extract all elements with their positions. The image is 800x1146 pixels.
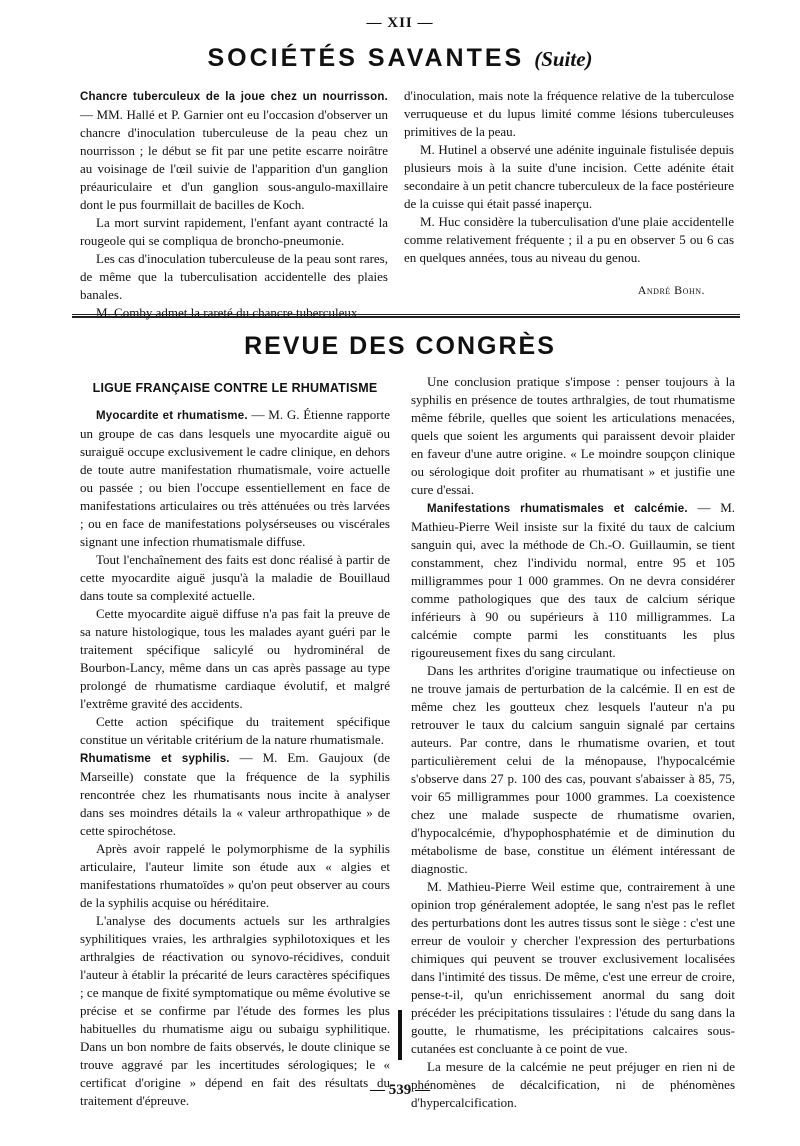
paragraph: Cette myocardite aiguë diffuse n'a pas fait la preuve de sa nature histologique, tous les malades ayant guéri par le traitement spécifique salicylé ou hydrominéral de Bourbon-Lancy, même dans un cas après passage au type prolongé de rhumatisme cardiaque évolutif, et malgré l'extrême gravité des accidents. xyxy=(80,606,390,711)
paragraph: Cette action spécifique du traitement spécifique constitue un véritable critérium de la nature rhumatismale. xyxy=(80,714,390,747)
section-title xyxy=(0,44,800,73)
paragraph: Après avoir rappelé le polymorphisme de la syphilis articulaire, l'auteur limite son étude aux « algies et manifestations rhumatoïdes » qu'on peut observer au cours de la syphilis acquise ou héréditaire. xyxy=(80,841,390,910)
margin-mark xyxy=(398,1010,402,1060)
paragraph: Tout l'enchaînement des faits est donc réalisé à partir de cette myocardite aiguë jusqu'à la maladie de Bouillaud dans toute sa complexité actuelle. xyxy=(80,552,390,603)
paragraph: Les cas d'inoculation tuberculeuse de la peau sont rares, de même que la tuberculisation accidentelle des plaies banales. xyxy=(80,251,388,302)
chancre-subtitle: Chancre tuberculeux de la joue chez un nourrisson. xyxy=(80,91,388,103)
roman-page-number: — XII — xyxy=(366,15,434,31)
paragraph: La mesure de la calcémie ne peut préjuger en rien ni de phénomènes de décalcification, ni de phénomènes d'hypercalcification. xyxy=(411,1059,735,1110)
section-divider xyxy=(72,316,740,318)
paragraph: d'inoculation, mais note la fréquence relative de la tuberculose verruqueuse et du lupus limité comme lésions tuberculeuses primitives de la peau. xyxy=(404,88,734,139)
section-title-text: SOCIÉTÉS SAVANTES xyxy=(207,44,525,72)
revue-left-column xyxy=(80,379,390,1110)
paragraph: La mort survint rapidement, l'enfant ayant contracté la rougeole qui se compliqua de broncho-pneumonie. xyxy=(80,215,388,248)
paragraph: M. Comby admet la rareté du chancre tuberculeux xyxy=(96,305,358,320)
paragraph: M. Mathieu-Pierre Weil estime que, contrairement à une opinion trop généralement adoptée, le sang n'est pas le reflet des perturbations dont les autres tissus sont le siège : c'est une erreur de vouloir y chercher l'expression des perturbations chimiques qui peuvent se trouver exclusivement localisées dans l'intimité des tissus. De même, c'est une erreur de croire, pense-t-il, qu'un enrichissement anormal du sang doit précéder les précipitations tissulaires : l'étude du sang dans la goutte, le rhumatisme, les précipitations calcaires sous-cutanées est concluante à ce point de vue. xyxy=(411,879,735,1056)
chancre-paragraph xyxy=(80,87,388,214)
syphilis-subtitle: Rhumatisme et syphilis. xyxy=(80,753,230,765)
revue-right-column xyxy=(411,373,735,1112)
societes-right-column xyxy=(404,87,734,267)
paragraph: Une conclusion pratique s'impose : penser toujours à la syphilis en présence de toutes arthralgies, de tout rhumatisme même fébrile, quelles que soient les articulations menacées, quels que soient les arguments qui paraissent devoir plaider en faveur d'une autre origine. « Le moindre soupçon clinique ou sérologique doit profiter au rhumatisant » et justifie une cure d'essai. xyxy=(411,374,735,497)
revue-title: REVUE DES CONGRÈS xyxy=(244,332,556,360)
paragraph: Dans les arthrites d'origine traumatique ou infectieuse on ne trouve jamais de perturbation de la calcémie. Il en est de même chez les goutteux chez lesquels l'auteur n'a pu retrouver le taux du calcium sanguin signalé par certains auteurs. Par contre, dans le rhumatisme ovarien, et tout particulièrement celui de la ménopause, l'hypocalcémie s'observe dans 27 p. 100 des cas, pouvant s'abaisser à 85, 75, voir 65 milligrammes pour 1000 grammes. La coexistence chez une malade suspecte de rhumatisme ovarien, d'hypocalcémie, d'hypophosphatémie et de diminution du métabolisme de base, constitue un élément intéressant de diagnostic. xyxy=(411,663,735,876)
section-title-suite: (Suite) xyxy=(534,47,593,71)
calcemie-subtitle: Manifestations rhumatismales et calcémie. xyxy=(427,503,688,515)
calcemie-text: — M. Mathieu-Pierre Weil insiste sur la fixité du taux de calcium sanguin qui, avec la méthode de Ch.-O. Guillaumin, se tient constamment, chez l'individu normal, entre 95 et 105 milligrammes pour 1 000 grammes. On ne devra considérer comme pathologiques que des taux de calcium sérique inférieurs à 90 ou supérieurs à 110 milligrammes. La calcémie compte parmi les constituants les plus rigoureusement fixes du sang circulant. xyxy=(411,500,735,660)
paragraph: M. Huc considère la tuberculisation d'une plaie accidentelle comme relativement fréquente ; il a pu en observer 5 ou 6 cas en quelques années, tous au niveau du genou. xyxy=(404,214,734,265)
page-number: — 539 — xyxy=(370,1082,430,1098)
chancre-text: — MM. Hallé et P. Garnier ont eu l'occasion d'observer un chancre d'inoculation tuberculeuse de la peau chez un nourrisson ; le début se fit par une petite escarre noirâtre au voisinage de l'œil suivie de l'apparition d'un ganglion préauriculaire et d'un ganglion sous-angulo-maxillaire dont le pus fourmillait de bacilles de Koch. xyxy=(80,107,388,212)
paragraph: L'analyse des documents actuels sur les arthralgies syphilitiques vraies, les arthralgies syphilotoxiques et les arthralgies de réactivation ou synovo-récidives, conduit l'auteur à établir la précarité de leurs caractères spécifiques ; ce manque de fixité symptomatique ou même évolutive se précise et se confirme par l'étude des formes les plus habituelles du rhumatisme aigu ou subaigu syphilitique. Dans un bon nombre de faits observés, le doute clinique se trouve aggravé par les incertitudes sérologiques; le « certificat d'origine » dépend en fait des résultats du traitement d'épreuve. xyxy=(80,913,390,1108)
ligue-heading: LIGUE FRANÇAISE CONTRE LE RHUMATISME xyxy=(92,381,378,395)
myocardite-paragraph xyxy=(80,406,390,551)
myocardite-subtitle: Myocardite et rhumatisme. xyxy=(96,410,248,422)
syphilis-text: — M. Em. Gaujoux (de Marseille) constate que la fréquence de la syphilis rencontrée chez les rhumatisants nous incite à analyser dans ses moindres détails la « valeur arthropathique » de cette spirochétose. xyxy=(80,750,391,838)
societes-left-column xyxy=(80,87,388,322)
author-signature: André Bohn. xyxy=(637,283,705,297)
paragraph: M. Hutinel a observé une adénite inguinale fistulisée depuis plusieurs mois à la suite d'une incision. Cette adénite était secondaire à un petit chancre tuberculeux de la face postérieure de la cuisse qui était passé inaperçu. xyxy=(404,142,734,211)
syphilis-paragraph xyxy=(80,749,390,840)
calcemie-paragraph xyxy=(411,499,735,662)
myocardite-text: — M. G. Étienne rapporte un groupe de cas dans lesquels une myocardite aiguë ou suraiguë occupe exclusivement le cadre clinique, en dehors de toute autre manifestation rhumatismale, voire actuelle ou passée ; ou bien l'occupe essentiellement en face de manifestations articulaires ou très atténuées ou très larvées ; ou en face de manifestations polysérseuses ou viscérales signant une infection rhumatismale diffuse. xyxy=(80,407,390,549)
section-divider xyxy=(72,314,740,315)
